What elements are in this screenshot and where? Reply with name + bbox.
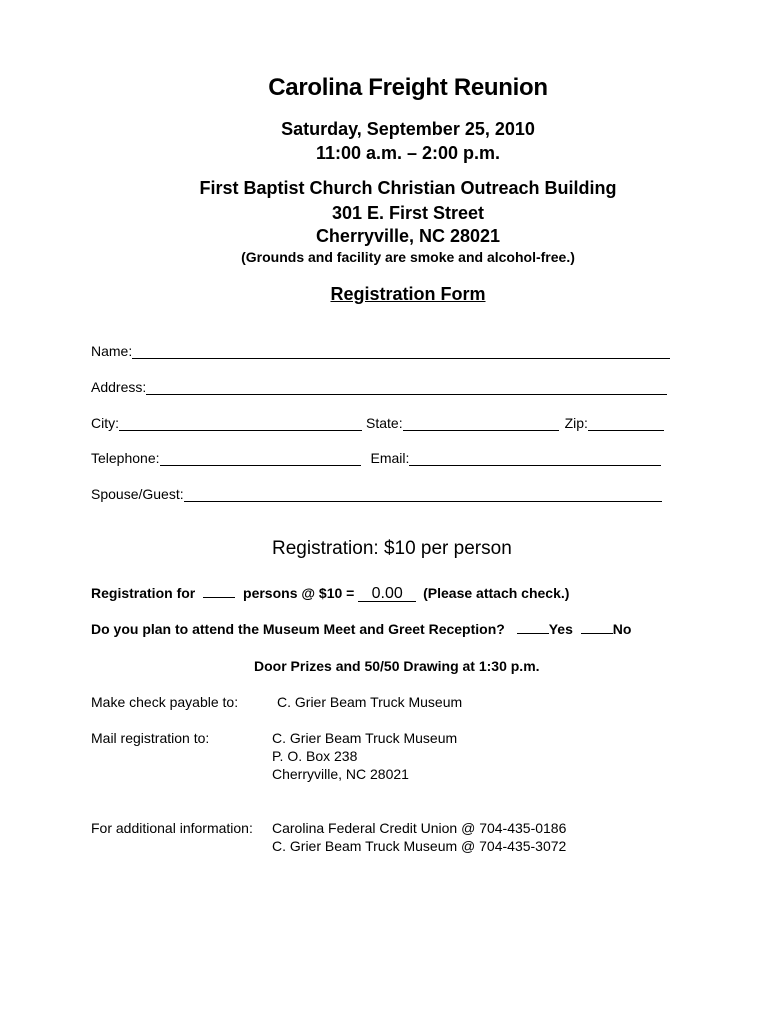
no-label: No [612,621,632,637]
info-line-2: C. Grier Beam Truck Museum @ 704-435-3072 [272,838,567,854]
info-contacts [272,819,566,855]
event-time: 11:00 a.m. – 2:00 p.m. [315,143,501,163]
city-field[interactable] [119,416,362,431]
spouse-row [91,486,662,502]
state-field[interactable] [403,416,559,431]
persons-count-field[interactable] [203,584,235,598]
zip-field[interactable] [588,416,664,431]
zip-label: Zip: [564,415,588,431]
telephone-field[interactable] [160,451,361,466]
address-label: Address: [91,379,147,395]
city-state-zip-row [91,415,664,431]
event-city: Cherryville, NC 28021 [315,226,501,246]
email-label: Email: [370,450,410,466]
registration-for-label: Registration for [91,585,196,601]
mail-line-3: Cherryville, NC 28021 [272,766,409,782]
info-label: For additional information: [91,820,253,836]
email-field[interactable] [409,451,661,466]
event-street: 301 E. First Street [331,203,485,223]
mail-address [272,729,457,783]
telephone-email-row [91,450,661,466]
museum-question-row [91,620,631,637]
museum-question: Do you plan to attend the Museum Meet and Greet Reception? [91,621,505,637]
registration-form-heading: Registration Form [330,284,486,304]
mail-line-1: C. Grier Beam Truck Museum [272,730,458,746]
spouse-label: Spouse/Guest: [91,486,184,502]
name-field[interactable] [132,344,670,359]
payable-value: C. Grier Beam Truck Museum [277,694,463,710]
yes-field[interactable] [517,620,549,634]
payable-label: Make check payable to: [91,694,239,710]
amount-field[interactable]: 0.00 [358,587,416,602]
registration-price: Registration: $10 per person [272,538,512,559]
spouse-field[interactable] [184,487,662,502]
attach-check-note: (Please attach check.) [423,585,570,601]
state-label: State: [366,415,403,431]
address-row [91,379,667,395]
door-prizes-note: Door Prizes and 50/50 Drawing at 1:30 p.m. [254,658,540,674]
info-line-1: Carolina Federal Credit Union @ 704-435-0186 [272,820,567,836]
no-field[interactable] [581,620,613,634]
city-label: City: [91,415,119,431]
persons-label: persons @ $10 = [243,585,355,601]
event-venue: First Baptist Church Christian Outreach Building [199,178,617,198]
smoke-free-note: (Grounds and facility are smoke and alcohol-free.) [241,249,575,265]
telephone-label: Telephone: [91,450,160,466]
name-row [91,343,670,359]
name-label: Name: [91,343,133,359]
address-field[interactable] [146,380,667,395]
event-date: Saturday, September 25, 2010 [281,119,535,139]
yes-label: Yes [548,621,573,637]
mail-line-2: P. O. Box 238 [272,748,358,764]
mail-label: Mail registration to: [91,730,210,746]
document-title: Carolina Freight Reunion [268,74,548,101]
registration-count-row [91,584,569,602]
